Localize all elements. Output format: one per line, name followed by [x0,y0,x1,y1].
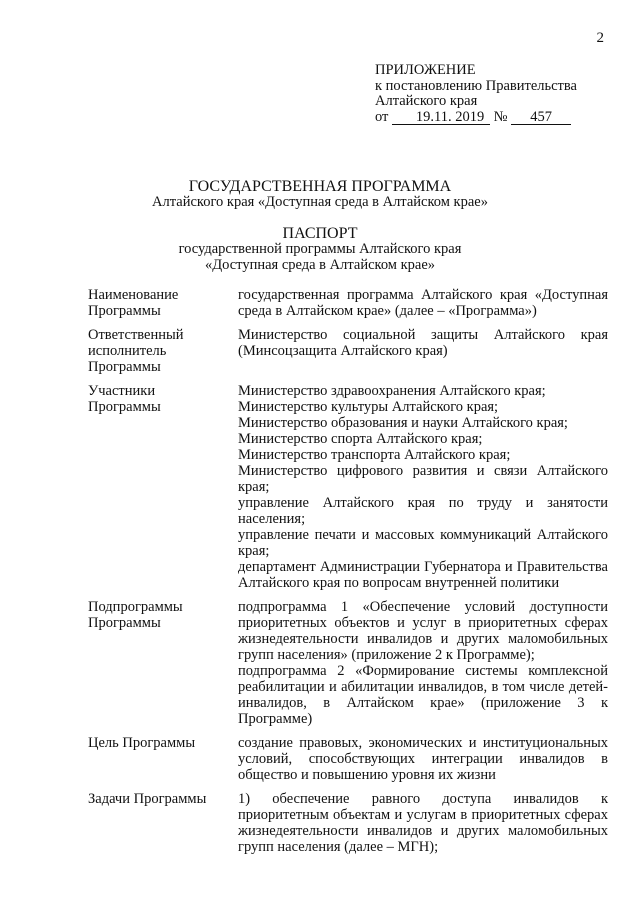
value-item: Министерство цифрового развития и связи Алтайского края; [238,463,608,495]
program-subtitle: Алтайского края «Доступная среда в Алтайском крае» [152,194,488,210]
passport-subtitle-2: «Доступная среда в Алтайском крае» [204,256,436,273]
page-number: 2 [596,30,604,46]
value-item: государственная программа Алтайского края «Доступная среда в Алтайском крае» (далее – «Программа») [238,287,608,319]
value-item: создание правовых, экономических и институциональных условий, способствующих интеграции инвалидов в общество и повышению уровня их жизни [238,735,608,783]
value-item: Министерство социальной защиты Алтайского края (Минсоцзащита Алтайского края) [238,327,608,359]
row-value [234,327,608,375]
value-item: Министерство транспорта Алтайского края; [238,447,511,463]
program-title-block [0,178,640,211]
value-item: Министерство спорта Алтайского края; [238,431,483,447]
row-label: Задачи Программы [88,791,207,807]
row-label: Участники Программы [88,383,161,415]
passport-row-executor [88,327,608,375]
program-title: ГОСУДАРСТВЕННАЯ ПРОГРАММА [188,178,452,195]
row-value [234,735,608,783]
row-value [234,599,608,727]
passport-row-participants [88,383,608,591]
value-item: управление Алтайского края по труду и занятости населения; [238,495,608,527]
value-item: подпрограмма 2 «Формирование системы комплексной реабилитации и абилитации инвалидов, в том числе детей-инвалидов, в Алтайском крае» (приложение 3 к Программе) [238,663,608,727]
row-value [234,383,608,591]
passport-row-name [88,287,608,319]
passport-row-goal [88,735,608,783]
appendix-date-row [375,110,615,126]
value-item: Министерство образования и науки Алтайского края; [238,415,568,431]
value-item: 1) обеспечение равного доступа инвалидов к приоритетным объектам и услугам в приоритетных сферах жизнедеятельности инвалидов и других маломобильных групп населения (далее – МГН); [238,791,608,855]
row-label: Подпрограммы Программы [88,599,183,631]
passport-table [88,287,608,855]
resolution-date: 19.11. 2019 [392,110,490,125]
value-item: управление печати и массовых коммуникаций Алтайского края; [238,527,608,559]
value-item: Министерство здравоохранения Алтайского края; [238,383,546,399]
resolution-number: 457 [511,110,571,125]
appendix-line-1: к постановлению Правительства [375,77,577,94]
row-label: Ответственный исполнитель Программы [88,327,184,375]
value-item: подпрограмма 1 «Обеспечение условий доступности приоритетных объектов и услуг в приоритетных сферах жизнедеятельности инвалидов и других маломобильных групп населения» (приложение 2 к Программе); [238,599,608,663]
passport-row-tasks [88,791,608,855]
passport-title-block [0,225,640,273]
passport-title: ПАСПОРТ [282,225,358,242]
row-value [234,287,608,319]
from-label: от [375,108,389,125]
passport-subtitle-1: государственной программы Алтайского края [178,241,462,257]
value-item: департамент Администрации Губернатора и Правительства Алтайского края по вопросам внутренней политики [238,559,608,591]
row-label: Цель Программы [88,735,196,751]
row-label: Наименование Программы [88,287,179,319]
appendix-title: ПРИЛОЖЕНИЕ [375,62,476,78]
value-item: Министерство культуры Алтайского края; [238,399,499,415]
row-value [234,791,608,855]
appendix-block [375,63,615,125]
passport-row-subprograms [88,599,608,727]
appendix-line-2: Алтайского края [375,93,478,109]
number-label: № [493,108,508,125]
